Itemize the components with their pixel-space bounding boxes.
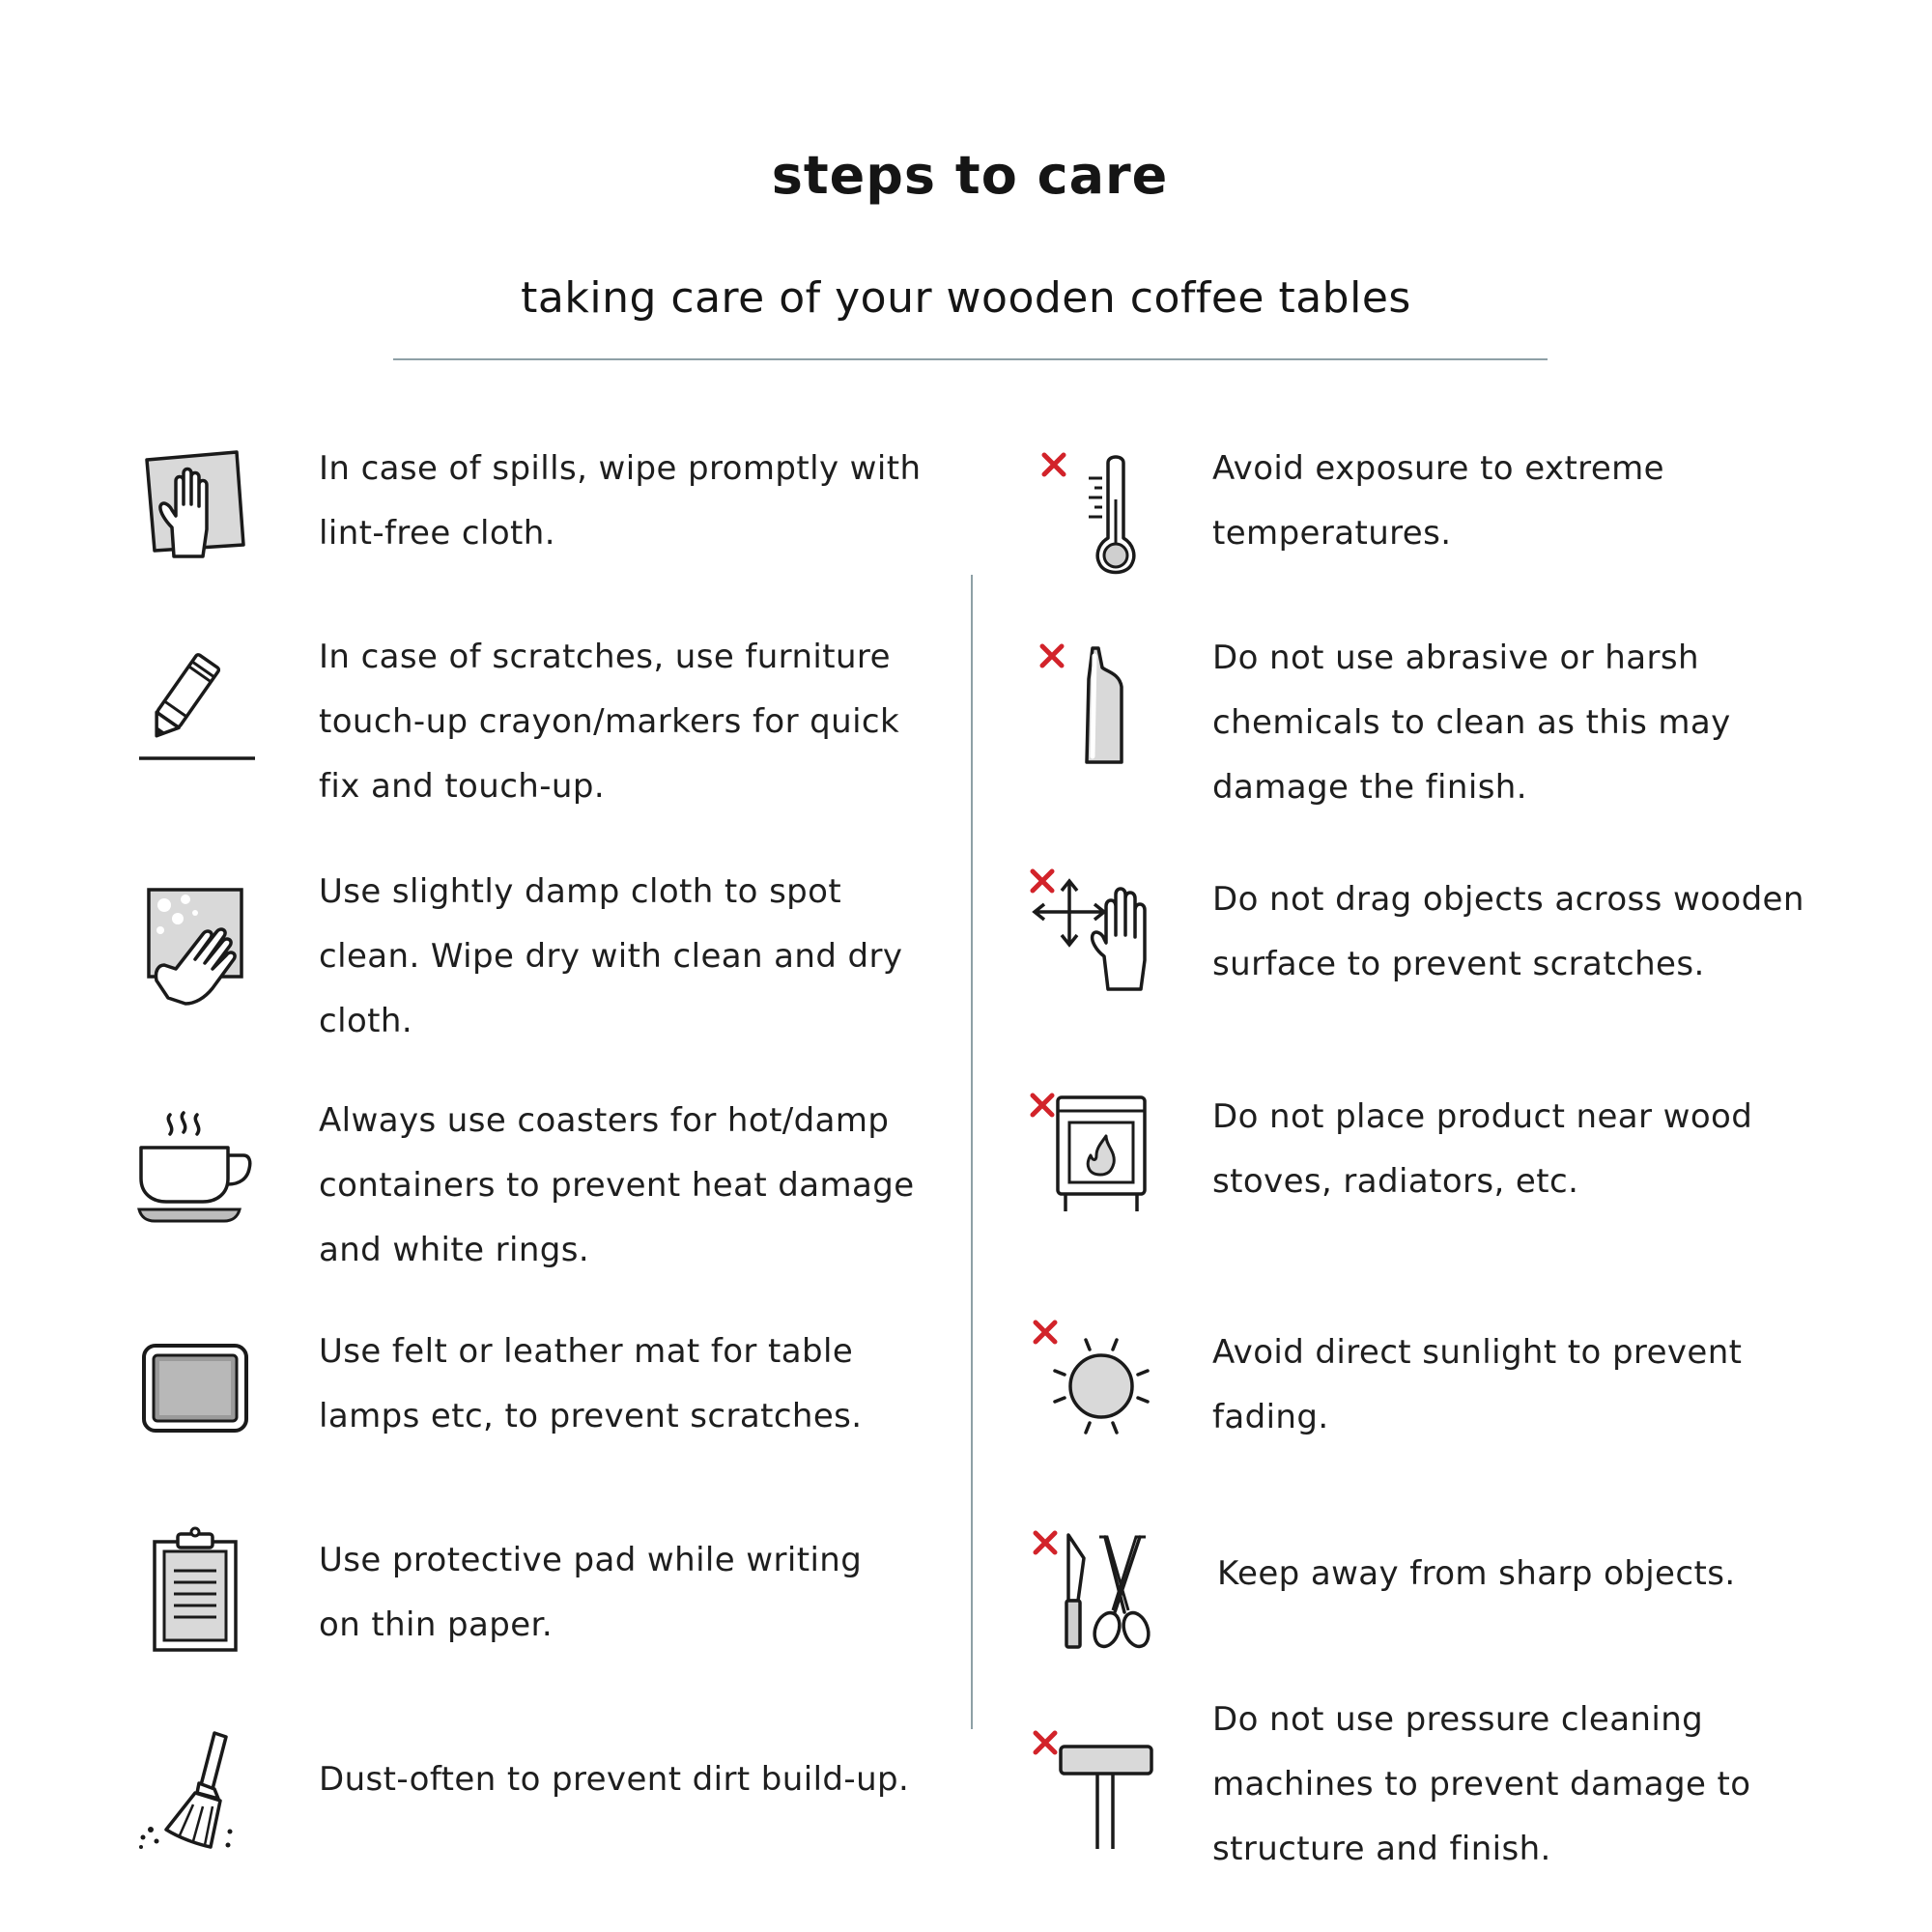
page-subtitle: taking care of your wooden coffee tables — [521, 273, 1411, 323]
tip-line: Do not use pressure cleaning — [1212, 1700, 1704, 1739]
tip-text — [1212, 1688, 1918, 1882]
tip-text — [1212, 437, 1918, 566]
tip-line: surface to prevent scratches. — [1212, 945, 1705, 983]
tip-text — [319, 860, 937, 1054]
tip-line: lamps etc, to prevent scratches. — [319, 1397, 863, 1435]
tip-line: Use felt or leather mat for table — [319, 1332, 854, 1371]
tip-line: fading. — [1212, 1398, 1329, 1436]
knife-scissors-icon — [1032, 1529, 1157, 1655]
tip-text — [1212, 626, 1918, 820]
tip-line: and white rings. — [319, 1231, 590, 1269]
tip-line: stoves, radiators, etc. — [1212, 1162, 1579, 1201]
tip-text — [1212, 1085, 1918, 1214]
tip-text — [319, 1320, 937, 1449]
tip-line: machines to prevent damage to — [1212, 1765, 1751, 1804]
tip-line: containers to prevent heat damage — [319, 1166, 915, 1205]
tip-line: on thin paper. — [319, 1605, 554, 1644]
tip-line: Dust-often to prevent dirt build-up. — [319, 1760, 910, 1799]
hot-cup-coaster-icon — [135, 1109, 261, 1235]
page-title: steps to care — [771, 145, 1169, 206]
tip-text — [1212, 867, 1918, 997]
duster-brush-icon — [133, 1729, 259, 1855]
chemical-bottle-icon — [1038, 642, 1164, 768]
tip-line: Do not place product near wood — [1212, 1097, 1753, 1136]
tip-line: Use protective pad while writing — [319, 1541, 863, 1579]
pressure-cleaner-icon — [1032, 1729, 1157, 1855]
column-divider — [971, 575, 973, 1729]
thermometer-icon — [1038, 449, 1164, 575]
tip-text — [1217, 1542, 1922, 1606]
tip-line: fix and touch-up. — [319, 767, 606, 806]
tip-line: chemicals to clean as this may — [1212, 703, 1731, 742]
tip-line: cloth. — [319, 1002, 413, 1040]
tip-line: Avoid direct sunlight to prevent — [1212, 1333, 1743, 1372]
crayon-icon — [135, 642, 261, 768]
header-divider — [393, 358, 1548, 360]
clipboard-pad-icon — [137, 1526, 263, 1652]
wood-stove-icon — [1029, 1092, 1154, 1217]
tip-text — [319, 1089, 937, 1283]
tip-text — [319, 1528, 937, 1658]
tip-line: Avoid exposure to extreme — [1212, 449, 1664, 488]
tip-text — [1212, 1321, 1918, 1450]
tip-line: Always use coasters for hot/damp — [319, 1101, 890, 1140]
tip-line: structure and finish. — [1212, 1830, 1551, 1868]
damp-cloth-hand-icon — [135, 884, 261, 1009]
tip-text — [319, 1747, 937, 1812]
tip-line: clean. Wipe dry with clean and dry — [319, 937, 903, 976]
tip-line: Keep away from sharp objects. — [1217, 1554, 1736, 1593]
tip-line: damage the finish. — [1212, 768, 1527, 807]
tip-text — [319, 625, 937, 819]
tip-line: Do not use abrasive or harsh — [1212, 639, 1699, 677]
tip-line: Do not drag objects across wooden — [1212, 880, 1804, 919]
tip-text — [319, 437, 937, 566]
felt-mat-icon — [140, 1328, 266, 1454]
tip-line: temperatures. — [1212, 514, 1452, 553]
hand-wipe-cloth-icon — [135, 444, 261, 570]
tip-line: In case of scratches, use furniture — [319, 638, 891, 676]
drag-hand-icon — [1029, 867, 1154, 993]
tip-line: Use slightly damp cloth to spot — [319, 872, 842, 911]
tip-line: In case of spills, wipe promptly with — [319, 449, 922, 488]
tip-line: lint-free cloth. — [319, 514, 555, 553]
sun-icon — [1032, 1319, 1157, 1444]
tip-line: touch-up crayon/markers for quick — [319, 702, 900, 741]
